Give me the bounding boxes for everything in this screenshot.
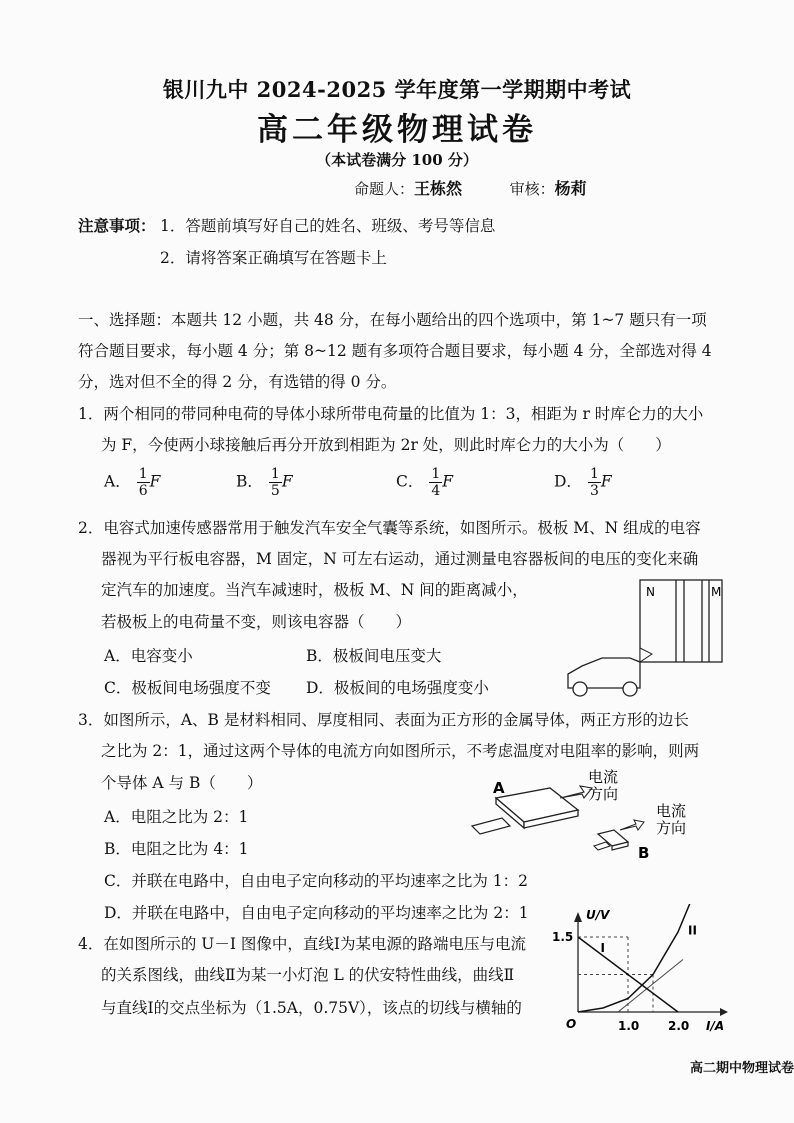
q1-option-b: B． $\frac{1}{5}$ F <box>236 466 293 499</box>
question-1-text: 1．两个相同的带同种电荷的导体小球所带电荷量的比值为 1：3，相距为 r 时库仑力的大小 <box>78 405 704 423</box>
series-label: I <box>600 941 605 955</box>
y-axis-label: U/V <box>586 908 610 922</box>
current-label-b: 方向 <box>656 819 687 837</box>
author-name: 王栋然 <box>414 179 463 198</box>
ui-graph <box>548 904 738 1036</box>
notes-label: 注意事项： <box>78 216 156 235</box>
chart-marks <box>552 904 703 1033</box>
current-label-a: 方向 <box>588 785 619 803</box>
reviewer-label: 审核： <box>509 180 555 198</box>
y-tick-label: 1.5 <box>552 930 574 944</box>
q3-option-c: C．并联在电路中，自由电子定向移动的平均速率之比为 1：2 <box>104 872 529 890</box>
car-wheel <box>573 682 587 696</box>
reviewer-name: 杨莉 <box>554 179 587 198</box>
conductor-b-lead <box>594 842 610 850</box>
question-3-text: 个导体 A 与 B（ ） <box>101 774 263 792</box>
series-label: II <box>688 923 697 938</box>
question-2-text: 定汽车的加速度。当汽车减速时，极板 M、N 间的距离减小， <box>101 581 528 599</box>
capacitor-car-figure <box>560 578 740 700</box>
q3-option-b: B．电阻之比为 4：1 <box>104 840 249 858</box>
author-line <box>354 176 587 199</box>
x-tick-label: 1.0 <box>618 1019 640 1033</box>
section-instructions: 一、选择题：本题共 12 小题，共 48 分，在每小题给出的四个选项中，第 1~7 题只有一项 <box>78 311 707 329</box>
section-instructions: 符合题目要求，每小题 4 分；第 8~12 题有多项符合题目要求，每小题 4 分，全部选对得 4 <box>78 342 712 360</box>
school-title: 银川九中 2024-2025 学年度第一学期期中考试 <box>162 77 632 102</box>
note-item: 2．请将答案正确填写在答题卡上 <box>160 249 387 267</box>
question-2-text: 若极板上的电荷量不变，则该电容器（ ） <box>101 613 412 631</box>
q1-option-d: D． $\frac{1}{3}$ F <box>554 466 612 499</box>
note-item: 1．答题前填写好自己的姓名、班级、考号等信息 <box>160 217 496 235</box>
conductor-figure <box>460 766 724 866</box>
q1-option-c: C． $\frac{1}{4}$ F <box>396 466 454 499</box>
x-axis-label: I/A <box>706 1019 725 1033</box>
plate-n-label: N <box>646 585 655 599</box>
q3-option-d: D．并联在电路中，自由电子定向移动的平均速率之比为 2：1 <box>104 904 529 922</box>
question-4-text: 4．在如图所示的 U－I 图像中，直线Ⅰ为某电源的路端电压与电流 <box>78 935 527 953</box>
question-2-text: 2．电容式加速传感器常用于触发汽车安全气囊等系统，如图所示。极板 M、N 组成的电容 <box>78 519 701 537</box>
question-1-text: 为 F，今使两小球接触后再分开放到相距为 2r 处，则此时库仑力的大小为（ ） <box>101 436 671 454</box>
current-label-a: 电流 <box>588 768 619 786</box>
question-2-text: 器视为平行板电容器，M 固定，N 可左右运动，通过测量电容器板间的电压的变化来确 <box>101 550 699 568</box>
callout-pointer <box>640 648 652 662</box>
current-label-b: 电流 <box>656 802 687 820</box>
q2-option-a: A．电容变小 <box>104 647 193 665</box>
question-4-text: 的关系图线，曲线Ⅱ为某一小灯泡 L 的伏安特性曲线，曲线Ⅱ <box>101 966 515 984</box>
current-arrow-b <box>620 820 644 830</box>
footer: 高二期中物理试卷 <box>690 1061 794 1076</box>
x-axis-arrow <box>720 1008 728 1016</box>
q2-option-b: B．极板间电压变大 <box>306 647 442 665</box>
question-4-text: 与直线Ⅰ的交点坐标为（1.5A，0.75V），该点的切线与横轴的 <box>101 999 522 1017</box>
car-wheel <box>623 682 637 696</box>
q2-option-c: C．极板间电场强度不变 <box>104 679 271 697</box>
origin-label: O <box>566 1017 577 1031</box>
score-note: （本试卷满分 100 分） <box>316 151 478 169</box>
question-3-text: 之比为 2：1，通过这两个导体的电流方向如图所示，不考虑温度对电阻率的影响，则两 <box>101 742 700 760</box>
author-label: 命题人： <box>354 180 415 198</box>
q2-option-d: D．极板间的电场强度变小 <box>306 679 489 697</box>
q3-option-a: A．电阻之比为 2：1 <box>104 808 249 826</box>
page-title: 高二年级物理试卷 <box>257 112 537 148</box>
plate-m-label: M <box>711 585 722 599</box>
conductor-a-lead <box>472 818 510 834</box>
x-tick-label: 2.0 <box>668 1019 690 1033</box>
conductor-b-label: B <box>638 844 650 862</box>
q1-option-a: A． $\frac{1}{6}$ F <box>104 466 161 499</box>
section-instructions: 分，选对但不全的得 2 分，有选错的得 0 分。 <box>78 373 397 391</box>
question-3-text: 3．如图所示，A、B 是材料相同、厚度相同、表面为正方形的金属导体，两正方形的边长 <box>78 711 689 729</box>
conductor-a-label: A <box>493 779 505 797</box>
y-axis-arrow <box>574 912 582 922</box>
